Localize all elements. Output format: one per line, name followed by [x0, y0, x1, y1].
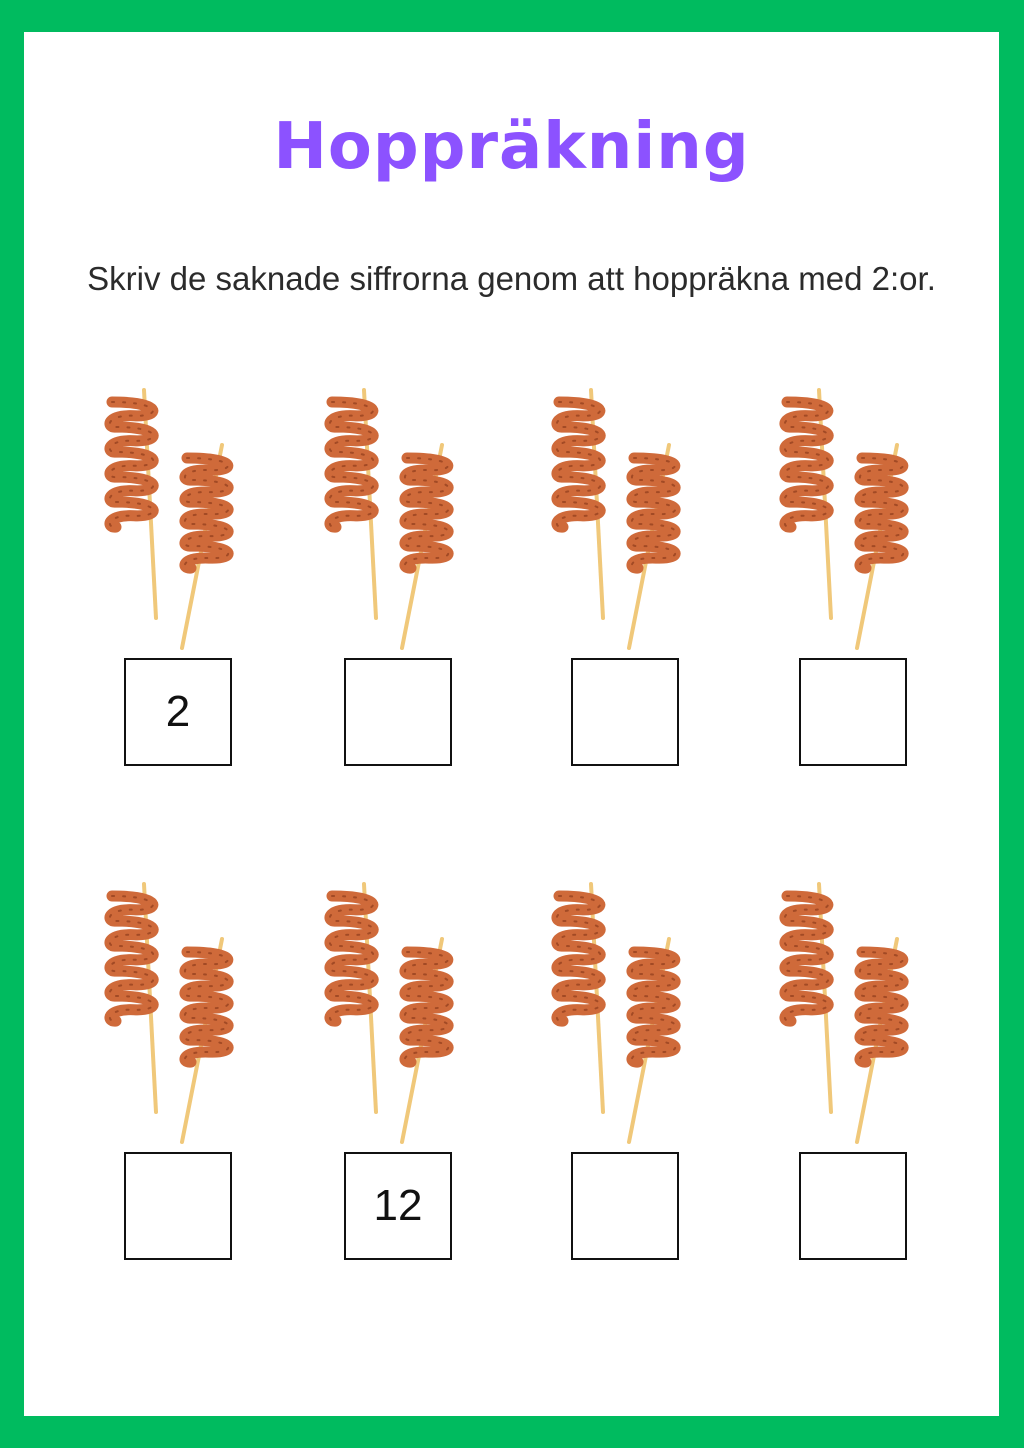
spiral-sausage-skewers-icon	[324, 884, 474, 1149]
skip-count-cell	[551, 390, 701, 775]
spiral-sausage-skewers-icon	[779, 390, 929, 655]
skip-count-cell	[324, 390, 474, 775]
skip-count-cell	[551, 884, 701, 1269]
spiral-sausage-skewers-icon	[551, 390, 701, 655]
worksheet-title: Hoppräkning	[273, 110, 750, 184]
skip-count-cell	[324, 884, 474, 1269]
answer-box[interactable]	[571, 658, 679, 766]
worksheet-page	[24, 32, 999, 1416]
spiral-sausage-skewers-icon	[324, 390, 474, 655]
answer-box[interactable]	[571, 1152, 679, 1260]
answer-box[interactable]	[799, 658, 907, 766]
skip-count-cell	[779, 884, 929, 1269]
answer-box[interactable]	[344, 658, 452, 766]
spiral-sausage-skewers-icon	[104, 390, 254, 655]
answer-box[interactable]	[799, 1152, 907, 1260]
skip-count-cell	[104, 884, 254, 1269]
spiral-sausage-skewers-icon	[779, 884, 929, 1149]
worksheet-instruction: Skriv de saknade siffrorna genom att hoppräkna med 2:or.	[87, 260, 936, 297]
answer-box[interactable]: 12	[344, 1152, 452, 1260]
answer-box[interactable]: 2	[124, 658, 232, 766]
spiral-sausage-skewers-icon	[551, 884, 701, 1149]
skip-count-cell	[779, 390, 929, 775]
spiral-sausage-skewers-icon	[104, 884, 254, 1149]
skip-count-cell	[104, 390, 254, 775]
answer-box[interactable]	[124, 1152, 232, 1260]
